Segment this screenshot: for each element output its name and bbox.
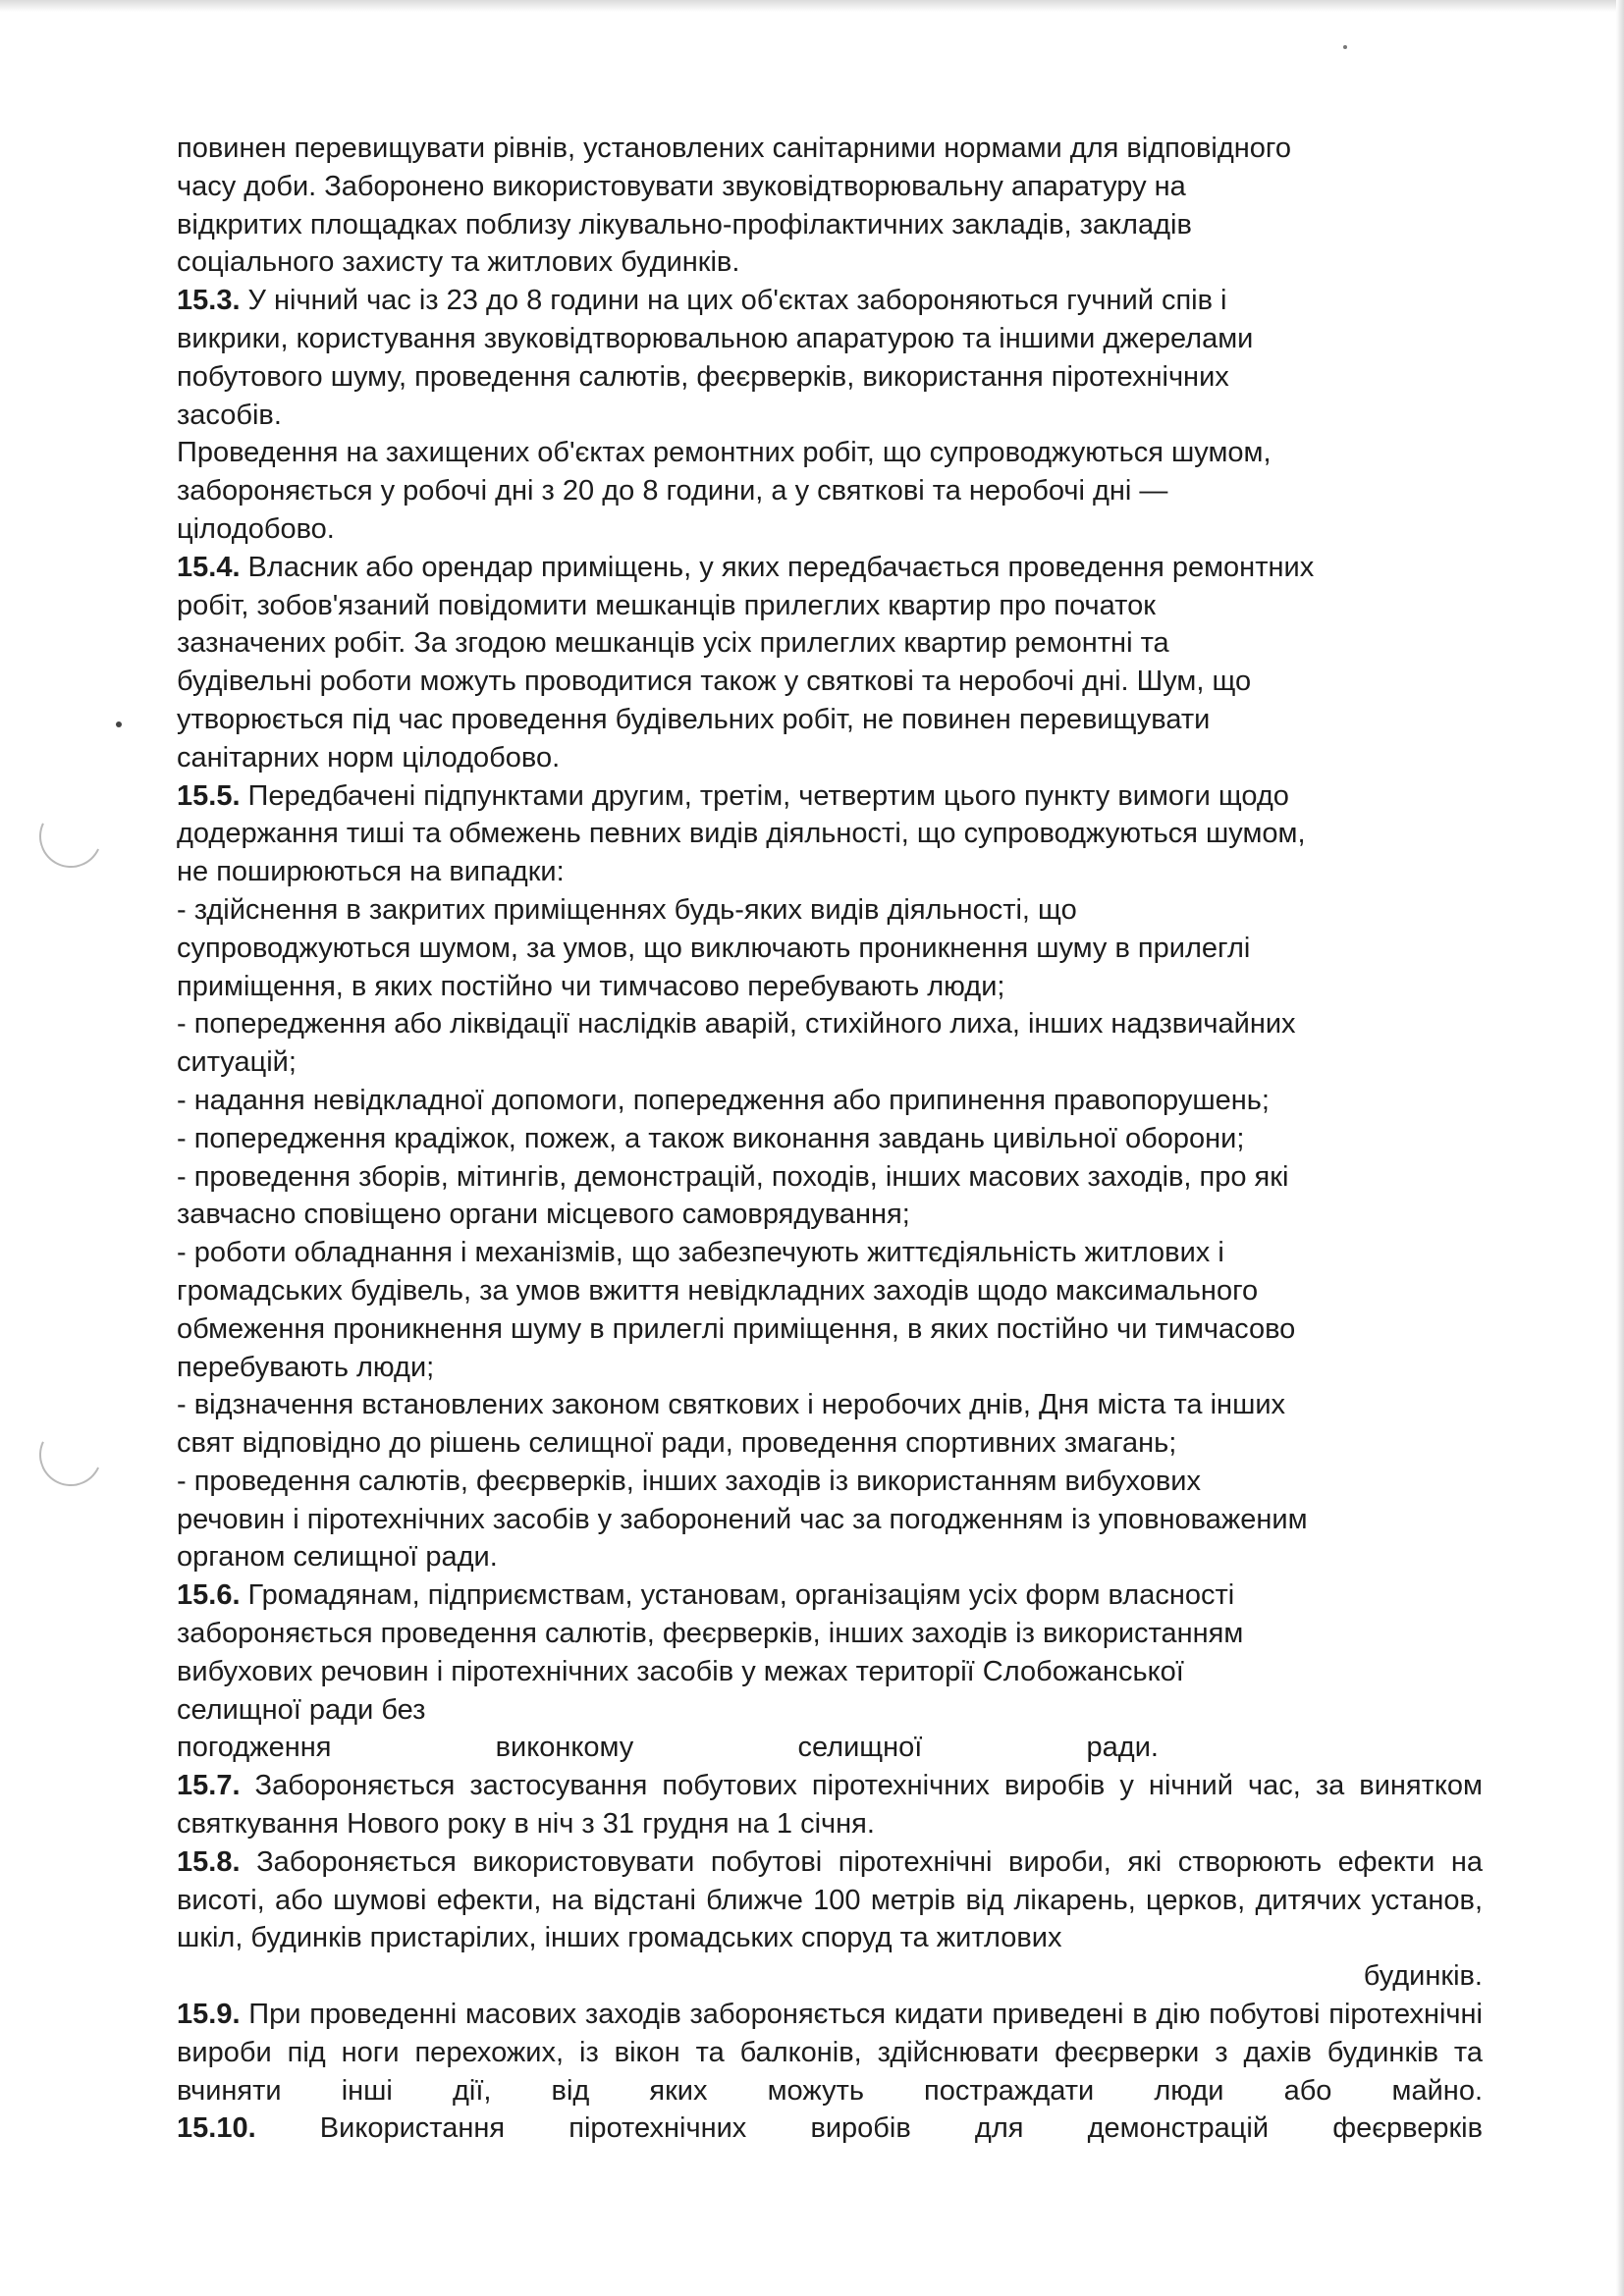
text-line: свят відповідно до рішень селищної ради, проведення спортивних змагань; xyxy=(177,1427,1177,1460)
text-span: Передбачені підпунктами другим, третім, четвертим цього пункту вимоги щодо xyxy=(240,779,1289,812)
list-item: - проведення салютів, феєрверків, інших заходів із використанням вибухових xyxy=(177,1465,1201,1497)
list-item: - попередження або ліквідації наслідків аварій, стихійного лиха, інших надзвичайних xyxy=(177,1008,1296,1041)
paragraph-15-4 xyxy=(177,549,1483,777)
paragraph-continuation xyxy=(177,130,1483,282)
text-line: соціального захисту та житлових будинків. xyxy=(177,246,740,279)
text-span: Громадянам, підприємствам, установам, організаціям усіх форм власності xyxy=(240,1579,1235,1612)
clause-number: 15.10. xyxy=(177,2112,256,2145)
paragraph-15-8 xyxy=(177,1843,1483,1996)
text-line: санітарних норм цілодобово. xyxy=(177,741,561,774)
list-item: - роботи обладнання і механізмів, що забезпечують життєдіяльність житлових і xyxy=(177,1237,1224,1269)
text-line: відкритих площадках поблизу лікувально-профілактичних закладів, закладів xyxy=(177,208,1192,240)
list-item: - проведення зборів, мітингів, демонстрацій, походів, інших масових заходів, про які xyxy=(177,1160,1289,1193)
text-line: завчасно сповіщено органи місцевого самоврядування; xyxy=(177,1199,910,1231)
text-line xyxy=(177,282,1483,320)
text-line: побутового шуму, проведення салютів, феєрверків, використання піротехнічних xyxy=(177,360,1229,393)
text-line: супроводжуються шумом, за умов, що виключають проникнення шуму в прилеглі xyxy=(177,932,1251,964)
text-line xyxy=(177,1576,1483,1615)
list-item: - відзначення встановлених законом святкових і неробочих днів, Дня міста та інших xyxy=(177,1389,1286,1421)
clause-number: 15.7. xyxy=(177,1770,241,1802)
text-line xyxy=(177,777,1483,816)
text-line: Проведення на захищених об'єктах ремонтних робіт, що супроводжуються шумом, xyxy=(177,437,1272,469)
text-line: повинен перевищувати рівнів, установлених санітарними нормами для відповідного xyxy=(177,133,1291,164)
clause-number: 15.9. xyxy=(177,1999,241,2031)
text-span: У нічний час із 23 до 8 години на цих об'єктах забороняються гучний спів і xyxy=(240,285,1227,317)
punch-hole-mark xyxy=(30,1415,111,1495)
text-span: Забороняється використовувати побутові піротехнічні вироби, які створюють ефекти на висоті, або шумові ефекти, на відстані ближче 100 метрів від лікарень, церков, дитячих установ, шкіл, будинків пристарілих, інших громадських споруд та житлових xyxy=(177,1845,1483,1954)
text-line: засобів. xyxy=(177,399,282,431)
paragraph-15-7 xyxy=(177,1767,1483,1843)
text-line: цілодобово. xyxy=(177,512,335,545)
text-line: обмеження проникнення шуму в прилеглі приміщення, в яких постійно чи тимчасово xyxy=(177,1312,1296,1345)
text-line: викрики, користування звуковідтворювальною апаратурою та іншими джерелами xyxy=(177,322,1254,354)
paragraph-15-5 xyxy=(177,777,1483,1577)
paragraph-15-10 xyxy=(177,2109,1483,2148)
text-line: будинків. xyxy=(1363,1960,1483,1993)
clause-number: 15.8. xyxy=(177,1845,241,1878)
text-line: погодження виконкому селищної ради. xyxy=(177,1732,1159,1764)
document-body xyxy=(177,130,1483,2148)
text-line: громадських будівель, за умов вжиття невідкладних заходів щодо максимального xyxy=(177,1274,1259,1307)
text-line: утворюється під час проведення будівельних робіт, не повинен перевищувати xyxy=(177,703,1211,735)
text-span: При проведенні масових заходів забороняється кидати приведені в дію побутові піротехнічні вироби під ноги перехожих, із вікон та балконів, здійснювати феєрверки з дахів будинків та вчиняти інші дії, від яких можуть постраждати люди або майно. xyxy=(177,1999,1483,2107)
text-line: будівельні роботи можуть проводитися також у святкові та неробочі дні. Шум, що xyxy=(177,666,1252,698)
text-line: забороняється проведення салютів, феєрверків, інших заходів із використанням xyxy=(177,1618,1244,1650)
punch-hole-mark xyxy=(30,796,111,877)
list-item: - здійснення в закритих приміщеннях будь-яких видів діяльності, що xyxy=(177,893,1077,926)
clause-number: 15.4. xyxy=(177,551,241,583)
clause-number: 15.6. xyxy=(177,1579,241,1612)
scan-edge-right xyxy=(1616,0,1624,2296)
text-line: вибухових речовин і піротехнічних засобів у межах території Слобожанської xyxy=(177,1655,1184,1687)
text-line: речовин і піротехнічних засобів у заборонений час за погодженням із уповноваженим xyxy=(177,1503,1308,1535)
paragraph-15-9 xyxy=(177,1996,1483,2109)
text-span: Використання піротехнічних виробів для демонстрацій феєрверків xyxy=(255,2112,1483,2145)
clause-number: 15.5. xyxy=(177,779,241,812)
text-line: додержання тиші та обмежень певних видів діяльності, що супроводжуються шумом, xyxy=(177,818,1306,850)
text-span: Власник або орендар приміщень, у яких передбачається проведення ремонтних xyxy=(240,551,1315,583)
text-line: ситуацій; xyxy=(177,1046,297,1079)
scan-edge-top xyxy=(0,0,1624,12)
paragraph-15-3-repair xyxy=(177,434,1483,548)
text-line: органом селищної ради. xyxy=(177,1541,498,1574)
text-span: Забороняється застосування побутових піротехнічних виробів у нічний час, за винятком святкування Нового року в ніч з 31 грудня на 1 січня. xyxy=(177,1770,1483,1841)
text-line: забороняється у робочі дні з 20 до 8 години, а у святкові та неробочі дні — xyxy=(177,475,1168,507)
text-line xyxy=(177,549,1483,587)
paragraph-15-6 xyxy=(177,1576,1483,1767)
list-item: - попередження крадіжок, пожеж, а також виконання завдань цивільної оборони; xyxy=(177,1122,1245,1154)
text-line: не поширюються на випадки: xyxy=(177,856,565,888)
text-line: перебувають люди; xyxy=(177,1351,435,1383)
text-line: зазначених робіт. За згодою мешканців усіх прилеглих квартир ремонтні та xyxy=(177,627,1169,660)
text-line: часу доби. Заборонено використовувати звуковідтворювальну апаратуру на xyxy=(177,170,1186,202)
paragraph-15-3 xyxy=(177,282,1483,434)
list-item: - надання невідкладної допомоги, попередження або припинення правопорушень; xyxy=(177,1084,1270,1116)
text-line xyxy=(177,1843,1483,1957)
text-line: робіт, зобов'язаний повідомити мешканців прилеглих квартир про початок xyxy=(177,589,1156,621)
text-line: селищної ради без xyxy=(177,1693,426,1726)
text-line: приміщення, в яких постійно чи тимчасово перебувають люди; xyxy=(177,970,1005,1002)
clause-number: 15.3. xyxy=(177,285,241,317)
scan-speck xyxy=(116,721,122,727)
scan-speck xyxy=(1343,45,1347,49)
